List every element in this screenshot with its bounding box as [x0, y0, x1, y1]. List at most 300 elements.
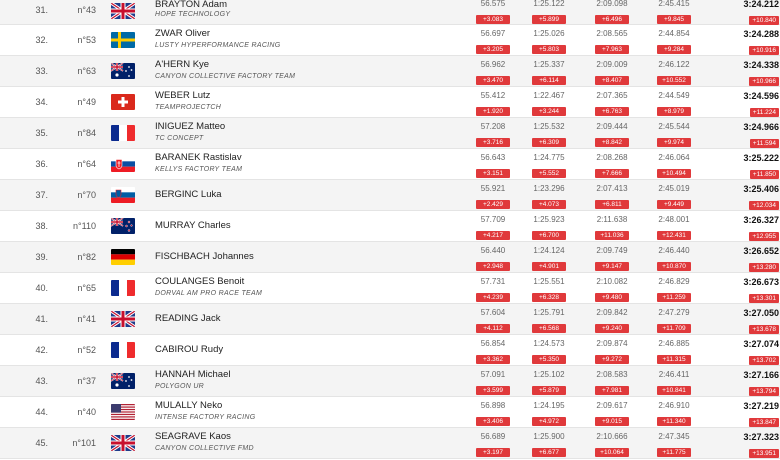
- split-time: 2:09.009: [596, 60, 628, 69]
- split-2: [525, 153, 573, 180]
- split-1: [469, 91, 517, 118]
- split-gap: +3.362: [476, 355, 510, 364]
- split-time: 55.412: [480, 91, 506, 100]
- split-time: 2:09.842: [596, 308, 628, 317]
- split-time: 56.575: [480, 0, 506, 8]
- flag-gb-icon: [111, 3, 135, 19]
- split-3: [588, 91, 636, 118]
- split-gap: +6.309: [532, 138, 566, 147]
- split-3: [588, 308, 636, 335]
- split-time: 1:25.102: [533, 370, 565, 379]
- split-time: 2:11.638: [596, 215, 628, 224]
- split-gap: +9.272: [595, 355, 629, 364]
- rider-name[interactable]: MURRAY Charles: [155, 220, 231, 231]
- split-2: [525, 184, 573, 211]
- split-time: 1:24.195: [533, 401, 565, 410]
- bib-number: n°53: [77, 35, 96, 45]
- split-time: 2:48.001: [658, 215, 690, 224]
- split-time: 2:08.583: [596, 370, 628, 379]
- split-gap: +3.151: [476, 169, 510, 178]
- rider-name[interactable]: WEBER Lutz: [155, 90, 211, 101]
- split-gap: +4.073: [532, 200, 566, 209]
- table-row[interactable]: [0, 335, 780, 366]
- split-time: 2:45.019: [658, 184, 690, 193]
- split-time: 56.643: [480, 153, 506, 162]
- split-gap: +11.036: [595, 231, 629, 240]
- table-row[interactable]: [0, 149, 780, 180]
- split-3: [588, 29, 636, 56]
- rank: 38.: [35, 221, 48, 231]
- final-gap: +13.951: [749, 449, 779, 458]
- split-gap: +7.963: [595, 45, 629, 54]
- final-gap: +13.847: [749, 418, 779, 427]
- final-time-value: 3:25.406: [743, 184, 779, 194]
- split-3: [588, 339, 636, 366]
- split-gap: +10.494: [657, 169, 691, 178]
- split-2: [525, 401, 573, 428]
- split-time: 55.921: [480, 184, 506, 193]
- split-4: [650, 60, 698, 87]
- split-time: 57.709: [480, 215, 506, 224]
- split-gap: +5.899: [532, 15, 566, 24]
- split-time: 2:44.549: [658, 91, 690, 100]
- split-gap: +11.709: [657, 324, 691, 333]
- split-4: [650, 0, 698, 26]
- split-time: 2:09.874: [596, 339, 628, 348]
- split-gap: +3.470: [476, 76, 510, 85]
- final-time: [735, 215, 779, 243]
- split-gap: +5.552: [532, 169, 566, 178]
- split-3: [588, 277, 636, 304]
- final-time: [735, 401, 779, 429]
- split-time: 2:45.415: [658, 0, 690, 8]
- split-time: 2:46.122: [658, 60, 690, 69]
- split-time: 56.898: [480, 401, 506, 410]
- split-gap: +9.449: [657, 200, 691, 209]
- split-3: [588, 370, 636, 397]
- rank: 34.: [35, 97, 48, 107]
- table-row[interactable]: [0, 180, 780, 211]
- split-gap: +2.948: [476, 262, 510, 271]
- split-time: 2:45.544: [658, 122, 690, 131]
- bib-number: n°64: [77, 159, 96, 169]
- split-3: [588, 60, 636, 87]
- split-time: 57.091: [480, 370, 506, 379]
- split-time: 2:07.365: [596, 91, 628, 100]
- split-gap: +3.599: [476, 386, 510, 395]
- split-1: [469, 370, 517, 397]
- split-1: [469, 246, 517, 273]
- team-name: DORVAL AM PRO RACE TEAM: [155, 290, 263, 297]
- split-gap: +11.340: [657, 417, 691, 426]
- split-gap: +11.775: [657, 448, 691, 457]
- final-gap: +13.678: [749, 325, 779, 334]
- final-time: [735, 122, 779, 150]
- rider-name[interactable]: READING Jack: [155, 313, 221, 324]
- split-gap: +9.480: [595, 293, 629, 302]
- split-2: [525, 0, 573, 26]
- final-gap: +10.840: [749, 16, 779, 25]
- final-gap: +10.966: [749, 77, 779, 86]
- final-time-value: 3:27.050: [743, 308, 779, 318]
- rider-name[interactable]: BARANEK Rastislav: [155, 152, 242, 163]
- split-time: 2:46.064: [658, 153, 690, 162]
- table-row[interactable]: [0, 366, 780, 397]
- team-name: CANYON COLLECTIVE FMD: [155, 445, 254, 452]
- split-gap: +10.064: [595, 448, 629, 457]
- rider-name[interactable]: ZWAR Oliver: [155, 28, 211, 39]
- bib-number: n°82: [77, 252, 96, 262]
- split-4: [650, 184, 698, 211]
- rank: 44.: [35, 407, 48, 417]
- final-time-value: 3:27.074: [743, 339, 779, 349]
- final-time-value: 3:24.966: [743, 122, 779, 132]
- split-time: 1:24.573: [533, 339, 565, 348]
- table-row[interactable]: [0, 304, 780, 335]
- final-time: [735, 29, 779, 57]
- split-time: 1:25.791: [533, 308, 565, 317]
- rider-name[interactable]: SEAGRAVE Kaos: [155, 431, 231, 442]
- table-row[interactable]: [0, 25, 780, 56]
- split-gap: +5.350: [532, 355, 566, 364]
- final-time-value: 3:24.338: [743, 60, 779, 70]
- team-name: HOPE TECHNOLOGY: [155, 11, 231, 18]
- split-gap: +4.239: [476, 293, 510, 302]
- split-1: [469, 339, 517, 366]
- flag-fr-icon: [111, 280, 135, 296]
- split-gap: +3.244: [532, 107, 566, 116]
- split-4: [650, 215, 698, 242]
- split-gap: +10.841: [657, 386, 691, 395]
- split-4: [650, 370, 698, 397]
- final-time-value: 3:24.288: [743, 29, 779, 39]
- split-time: 56.962: [480, 60, 506, 69]
- split-gap: +7.981: [595, 386, 629, 395]
- split-2: [525, 60, 573, 87]
- split-1: [469, 153, 517, 180]
- final-time-value: 3:27.323: [743, 432, 779, 442]
- final-time: [735, 308, 779, 336]
- split-gap: +6.114: [532, 76, 566, 85]
- split-time: 2:08.565: [596, 29, 628, 38]
- bib-number: n°63: [77, 66, 96, 76]
- bib-number: n°101: [72, 438, 96, 448]
- final-time: [735, 184, 779, 212]
- final-gap: +12.955: [749, 232, 779, 241]
- final-time-value: 3:27.219: [743, 401, 779, 411]
- split-1: [469, 432, 517, 459]
- split-gap: +4.901: [532, 262, 566, 271]
- team-name: CANYON COLLECTIVE FACTORY TEAM: [155, 73, 296, 80]
- split-3: [588, 432, 636, 459]
- final-gap: +10.916: [749, 46, 779, 55]
- split-3: [588, 184, 636, 211]
- flag-nz-icon: [111, 218, 135, 234]
- bib-number: n°37: [77, 376, 96, 386]
- split-gap: +2.429: [476, 200, 510, 209]
- split-time: 2:09.749: [596, 246, 628, 255]
- rank: 40.: [35, 283, 48, 293]
- split-time: 1:24.775: [533, 153, 565, 162]
- team-name: LUSTY HYPERFORMANCE RACING: [155, 42, 281, 49]
- final-time: [735, 432, 779, 460]
- split-gap: +10.552: [657, 76, 691, 85]
- split-time: 1:23.296: [533, 184, 565, 193]
- split-time: 2:09.444: [596, 122, 628, 131]
- final-gap: +13.702: [749, 356, 779, 365]
- split-time: 1:25.551: [533, 277, 565, 286]
- rider-name[interactable]: FISCHBACH Johannes: [155, 251, 254, 262]
- split-gap: +3.205: [476, 45, 510, 54]
- split-2: [525, 308, 573, 335]
- final-gap: +13.301: [749, 294, 779, 303]
- table-row[interactable]: [0, 428, 780, 459]
- split-4: [650, 246, 698, 273]
- split-time: 2:10.082: [596, 277, 628, 286]
- split-2: [525, 122, 573, 149]
- flag-ch-icon: [111, 94, 135, 110]
- split-1: [469, 215, 517, 242]
- split-time: 57.604: [480, 308, 506, 317]
- split-time: 56.697: [480, 29, 506, 38]
- split-time: 2:07.413: [596, 184, 628, 193]
- split-gap: +8.842: [595, 138, 629, 147]
- split-time: 2:47.345: [658, 432, 690, 441]
- bib-number: n°41: [77, 314, 96, 324]
- bib-number: n°49: [77, 97, 96, 107]
- split-1: [469, 0, 517, 26]
- table-row[interactable]: [0, 211, 780, 242]
- rank: 45.: [35, 438, 48, 448]
- split-time: 2:46.829: [658, 277, 690, 286]
- bib-number: n°40: [77, 407, 96, 417]
- rank: 43.: [35, 376, 48, 386]
- split-1: [469, 29, 517, 56]
- rank: 41.: [35, 314, 48, 324]
- split-time: 2:09.098: [596, 0, 628, 8]
- split-gap: +6.763: [595, 107, 629, 116]
- split-time: 57.208: [480, 122, 506, 131]
- rider-name[interactable]: MULALLY Neko: [155, 400, 223, 411]
- split-time: 56.689: [480, 432, 506, 441]
- final-time: [735, 153, 779, 181]
- split-3: [588, 0, 636, 26]
- split-gap: +7.666: [595, 169, 629, 178]
- final-gap: +11.850: [750, 170, 779, 179]
- split-1: [469, 308, 517, 335]
- rank: 32.: [35, 35, 48, 45]
- final-time: [735, 60, 779, 88]
- split-time: 1:25.923: [533, 215, 565, 224]
- split-time: 2:46.440: [658, 246, 690, 255]
- split-gap: +9.240: [595, 324, 629, 333]
- final-time: [735, 91, 779, 119]
- split-1: [469, 277, 517, 304]
- team-name: TEAMPROJECTCH: [155, 104, 222, 111]
- flag-fr-icon: [111, 342, 135, 358]
- final-time-value: 3:24.596: [743, 91, 779, 101]
- flag-de-icon: [111, 249, 135, 265]
- rank: 36.: [35, 159, 48, 169]
- split-gap: +11.259: [657, 293, 691, 302]
- split-time: 1:22.467: [533, 91, 565, 100]
- split-4: [650, 29, 698, 56]
- split-gap: +9.147: [595, 262, 629, 271]
- final-gap: +11.594: [750, 139, 779, 148]
- split-gap: +5.803: [532, 45, 566, 54]
- split-4: [650, 339, 698, 366]
- split-time: 2:44.854: [658, 29, 690, 38]
- split-2: [525, 432, 573, 459]
- split-gap: +9.284: [657, 45, 691, 54]
- final-time: [735, 339, 779, 367]
- split-1: [469, 60, 517, 87]
- table-row[interactable]: [0, 397, 780, 428]
- flag-si-icon: [111, 187, 135, 203]
- flag-au-icon: [111, 373, 135, 389]
- split-gap: +8.407: [595, 76, 629, 85]
- split-time: 2:46.411: [658, 370, 690, 379]
- split-gap: +3.083: [476, 15, 510, 24]
- table-row[interactable]: [0, 118, 780, 149]
- final-gap: +13.794: [749, 387, 779, 396]
- final-time-value: 3:26.673: [743, 277, 779, 287]
- team-name: KELLYS FACTORY TEAM: [155, 166, 243, 173]
- split-time: 2:47.279: [658, 308, 690, 317]
- final-gap: +13.280: [749, 263, 779, 272]
- split-3: [588, 153, 636, 180]
- split-4: [650, 432, 698, 459]
- bib-number: n°110: [73, 221, 96, 231]
- rider-name[interactable]: INIGUEZ Matteo: [155, 121, 226, 132]
- split-gap: +5.879: [532, 386, 566, 395]
- final-time-value: 3:27.166: [743, 370, 779, 380]
- split-time: 57.731: [480, 277, 506, 286]
- rank: 35.: [35, 128, 48, 138]
- split-2: [525, 246, 573, 273]
- split-4: [650, 122, 698, 149]
- split-gap: +9.974: [657, 138, 691, 147]
- rider-name[interactable]: CABIROU Rudy: [155, 344, 224, 355]
- split-3: [588, 122, 636, 149]
- split-3: [588, 215, 636, 242]
- split-2: [525, 29, 573, 56]
- table-row[interactable]: [0, 242, 780, 273]
- table-row[interactable]: [0, 0, 780, 25]
- split-gap: +8.979: [657, 107, 691, 116]
- split-time: 1:25.337: [533, 60, 565, 69]
- split-time: 1:24.124: [533, 246, 565, 255]
- flag-sk-icon: [111, 156, 135, 172]
- rider-name[interactable]: BERGINC Luka: [155, 189, 222, 200]
- bib-number: n°43: [77, 5, 96, 15]
- final-time: [735, 277, 779, 305]
- split-4: [650, 277, 698, 304]
- flag-au-icon: [111, 63, 135, 79]
- bib-number: n°70: [77, 190, 96, 200]
- rank: 42.: [35, 345, 48, 355]
- table-row[interactable]: [0, 87, 780, 118]
- final-time-value: 3:26.652: [743, 246, 779, 256]
- split-time: 2:46.885: [658, 339, 690, 348]
- split-1: [469, 184, 517, 211]
- final-time: [735, 370, 779, 398]
- split-gap: +3.406: [476, 417, 510, 426]
- split-gap: +12.431: [657, 231, 691, 240]
- final-time-value: 3:24.212: [743, 0, 779, 9]
- final-time-value: 3:26.327: [743, 215, 779, 225]
- split-time: 56.854: [480, 339, 506, 348]
- bib-number: n°52: [77, 345, 96, 355]
- split-gap: +6.677: [532, 448, 566, 457]
- split-gap: +6.811: [595, 200, 629, 209]
- split-gap: +9.845: [657, 15, 691, 24]
- split-time: 2:08.268: [596, 153, 628, 162]
- team-name: TC CONCEPT: [155, 135, 204, 142]
- split-4: [650, 401, 698, 428]
- final-time: [735, 246, 779, 274]
- rank: 31.: [35, 5, 48, 15]
- rider-name[interactable]: BRAYTON Adam: [155, 0, 227, 10]
- bib-number: n°65: [77, 283, 96, 293]
- split-4: [650, 308, 698, 335]
- split-4: [650, 153, 698, 180]
- split-gap: +6.700: [532, 231, 566, 240]
- split-time: 1:25.122: [533, 0, 565, 8]
- flag-gb-icon: [111, 311, 135, 327]
- final-gap: +11.224: [750, 108, 779, 117]
- split-gap: +3.197: [476, 448, 510, 457]
- split-3: [588, 246, 636, 273]
- split-2: [525, 339, 573, 366]
- rider-name[interactable]: A'HERN Kye: [155, 59, 210, 70]
- split-gap: +4.217: [476, 231, 510, 240]
- split-time: 2:09.617: [596, 401, 628, 410]
- split-1: [469, 122, 517, 149]
- split-2: [525, 277, 573, 304]
- split-4: [650, 91, 698, 118]
- table-row[interactable]: [0, 273, 780, 304]
- split-gap: +3.716: [476, 138, 510, 147]
- split-time: 1:25.532: [533, 122, 565, 131]
- final-time: [735, 0, 779, 27]
- flag-fr-icon: [111, 125, 135, 141]
- split-time: 1:25.900: [533, 432, 565, 441]
- flag-gb-icon: [111, 435, 135, 451]
- bib-number: n°84: [77, 128, 96, 138]
- table-row[interactable]: [0, 56, 780, 87]
- rank: 37.: [35, 190, 48, 200]
- split-gap: +4.972: [532, 417, 566, 426]
- split-2: [525, 370, 573, 397]
- split-gap: +6.496: [595, 15, 629, 24]
- split-2: [525, 91, 573, 118]
- rank: 39.: [35, 252, 48, 262]
- split-gap: +6.568: [532, 324, 566, 333]
- split-2: [525, 215, 573, 242]
- split-time: 2:46.910: [658, 401, 690, 410]
- rider-name[interactable]: COULANGES Benoit: [155, 276, 245, 287]
- team-name: INTENSE FACTORY RACING: [155, 414, 256, 421]
- split-gap: +4.112: [476, 324, 510, 333]
- split-gap: +6.328: [532, 293, 566, 302]
- team-name: POLYGON UR: [155, 383, 205, 390]
- final-gap: +12.034: [749, 201, 779, 210]
- final-time-value: 3:25.222: [743, 153, 779, 163]
- split-1: [469, 401, 517, 428]
- rider-name[interactable]: HANNAH Michael: [155, 369, 231, 380]
- split-gap: +10.870: [657, 262, 691, 271]
